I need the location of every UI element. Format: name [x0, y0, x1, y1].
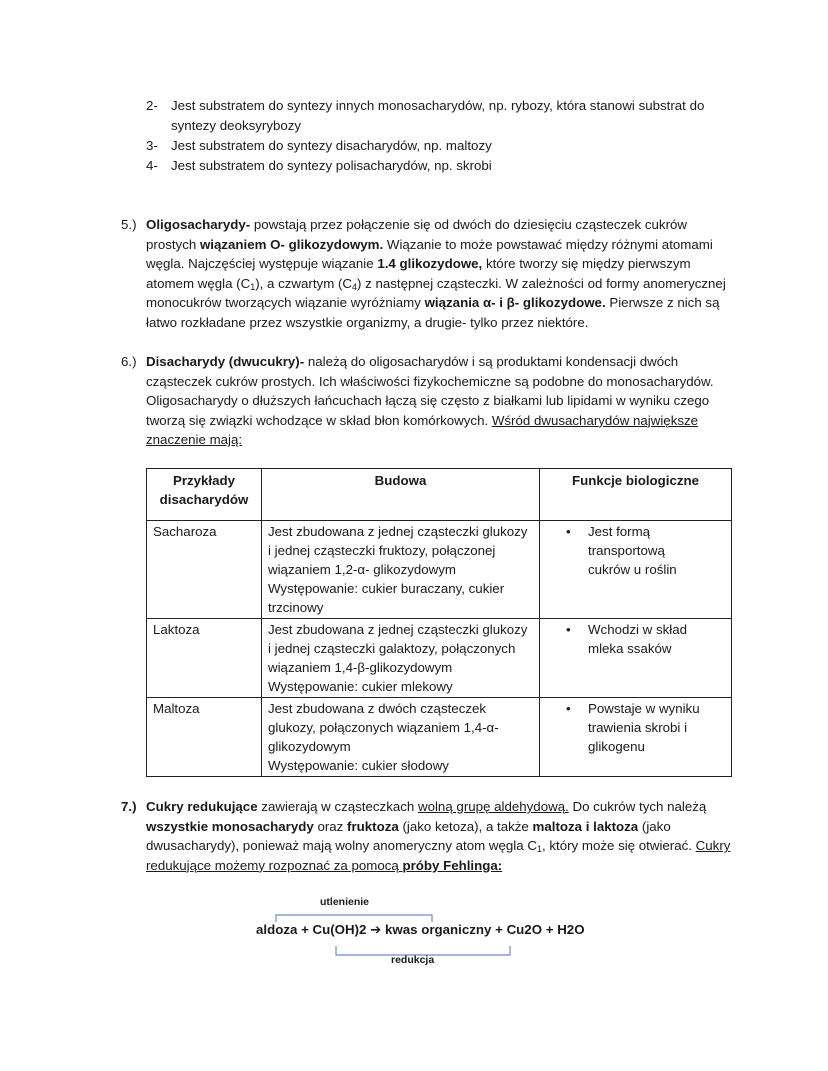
bold-text: wszystkie monosacharydy [146, 818, 314, 834]
cell-line: glikogenu [588, 739, 645, 754]
oxidation-bracket [276, 915, 432, 922]
text: Wiązanie to może powstawać między różnymi atomami węgla. Najczęściej występuje wiązanie [146, 236, 713, 272]
bullet-item [546, 699, 725, 756]
column-header: Przykłady disacharydów [147, 469, 262, 521]
cell-line: • Powstaje w wyniku [588, 701, 700, 716]
list-item [146, 156, 746, 176]
section-number: 6.) [121, 354, 137, 369]
table-row [147, 698, 732, 777]
cell-line: i jednej cząsteczki fruktozy, połączonej [268, 543, 496, 558]
section-number: 7.) [121, 799, 137, 814]
list-number: 4- [146, 158, 158, 173]
table-cell: Maltoza [147, 698, 262, 777]
disaccharide-table [146, 468, 732, 777]
section-oligosacharydy [121, 215, 736, 333]
cell-line: • Wchodzi w skład [588, 622, 688, 637]
text: powstają przez połączenie się od dwóch do dziesięciu cząsteczek cukrów prostych [146, 217, 688, 252]
cell-line: glikozydowym [268, 739, 351, 754]
subscript: 4 [352, 281, 358, 292]
text: które tworzy się między pierwszym atomem węgla (C [146, 256, 691, 291]
oxidation-label: utlenienie [320, 896, 370, 908]
list-text: Jest substratem do syntezy disacharydów, np. maltozy [171, 138, 492, 153]
table-cell [262, 698, 540, 777]
cell-line: Występowanie: cukier słodowy [268, 758, 449, 773]
section-disacharydy [121, 352, 736, 450]
cell-line: • Jest formą [588, 524, 651, 539]
arrow-icon: ➔ [370, 922, 382, 937]
section-cukry-redukujace [121, 797, 736, 875]
list-text: syntezy deoksyrybozy [171, 118, 302, 133]
text: , który może się otwierać. [541, 838, 696, 854]
list-item [146, 136, 746, 156]
table-header-row [147, 469, 732, 521]
term: Disacharydy (dwucukry)- [146, 354, 305, 369]
cell-line: Występowanie: cukier mlekowy [268, 679, 453, 694]
cell-line: transportową [588, 543, 665, 558]
list-number: 2- [146, 98, 158, 113]
cell-line: i jednej cząsteczki galaktozy, połączonych [268, 641, 516, 656]
cell-line: glukozy, połączonych wiązaniem 1,4-α- [268, 720, 499, 735]
text: Do cukrów tych należą [568, 799, 707, 814]
underlined-bold-text: próby Fehlinga: [402, 857, 503, 873]
table-cell [262, 619, 540, 698]
numbered-list [146, 96, 746, 176]
text: ) z następnej cząsteczki. W zależności od formy anomerycznej monocukrów tworzących wiązanie wyróżniamy [146, 275, 726, 311]
table-cell: Sacharoza [147, 521, 262, 619]
table-cell [540, 521, 732, 619]
table-row [147, 521, 732, 619]
cell-line: trzcinowy [268, 600, 324, 615]
text: Pierwsze z nich są łatwo rozkładane przez wszystkie organizmy, a drugie- tylko przez niektóre. [146, 295, 720, 330]
table-cell [262, 521, 540, 619]
list-text: Jest substratem do syntezy innych monosacharydów, np. rybozy, która stanowi substrat do [171, 98, 705, 113]
subscript: 1 [536, 844, 542, 855]
underlined-text: Cukry redukujące możemy rozpoznać za pomocą [146, 838, 731, 873]
products: kwas organiczny + Cu2O + H2O [381, 922, 585, 937]
column-header: Funkcje biologiczne [540, 469, 732, 521]
text: należą do oligosacharydów i są produktami kondensacji dwóch cząsteczek cukrów prostych. Ich właściwości fizykochemiczne są podobne do monosacharydów. Oligosacharydy o dłuższych łańcuchach łączą się często z białkami lub lipidami w wyniku czego tworzą się związki wchodzące w skład błon komórkowych. [146, 354, 714, 428]
bold-text: wiązaniem O- glikozydowym. [199, 236, 384, 252]
list-item [146, 96, 746, 136]
table-cell [540, 619, 732, 698]
term: Cukry redukujące [146, 799, 258, 814]
cell-line: Jest zbudowana z jednej cząsteczki glukozy [268, 622, 528, 637]
subscript: 1 [250, 281, 256, 292]
underlined-text: wolną grupę aldehydową. [417, 799, 569, 814]
bold-text: maltoza i laktoza [532, 818, 639, 834]
underlined-text: Wśród dwusacharydów największe znaczenie mają: [146, 412, 699, 448]
text: (jako dwusacharydy), ponieważ mają wolny anomeryczny atom węgla C [146, 818, 671, 854]
bold-text: 1.4 glikozydowe, [377, 256, 483, 272]
reaction-equation [256, 922, 585, 938]
cell-line: cukrów u roślin [588, 562, 677, 577]
bold-text: fruktoza [347, 818, 399, 834]
text: ), a czwartym (C [255, 275, 352, 291]
cell-line: wiązaniem 1,2-α- glikozydowym [268, 562, 456, 577]
text: (jako ketoza), a także [398, 818, 533, 834]
text: oraz [313, 818, 348, 834]
table-row [147, 619, 732, 698]
reduction-label: redukcja [391, 954, 435, 966]
cell-line: wiązaniem 1,4-β-glikozydowym [268, 660, 453, 675]
bullet-item [546, 522, 725, 579]
cell-line: trawienia skrobi i [588, 720, 688, 735]
cell-line: Występowanie: cukier buraczany, cukier [268, 581, 505, 596]
bold-text: wiązania α- i β- glikozydowe. [424, 295, 606, 311]
bullet-item [546, 620, 725, 658]
reactants: aldoza + Cu(OH)2 [256, 922, 371, 937]
table-cell: Laktoza [147, 619, 262, 698]
list-text: Jest substratem do syntezy polisacharydów, np. skrobi [171, 158, 492, 173]
section-number: 5.) [121, 217, 137, 232]
column-header: Budowa [262, 469, 540, 521]
section-paragraph [146, 797, 736, 875]
list-number: 3- [146, 138, 158, 153]
section-paragraph [146, 215, 736, 333]
table-cell [540, 698, 732, 777]
cell-line: Jest zbudowana z dwóch cząsteczek [268, 701, 487, 716]
cell-line: Jest zbudowana z jednej cząsteczki glukozy [268, 524, 528, 539]
text: zawierają w cząsteczkach [257, 799, 418, 814]
term: Oligosacharydy- [146, 217, 251, 232]
cell-line: mleka ssaków [588, 641, 672, 656]
section-paragraph [146, 352, 736, 450]
